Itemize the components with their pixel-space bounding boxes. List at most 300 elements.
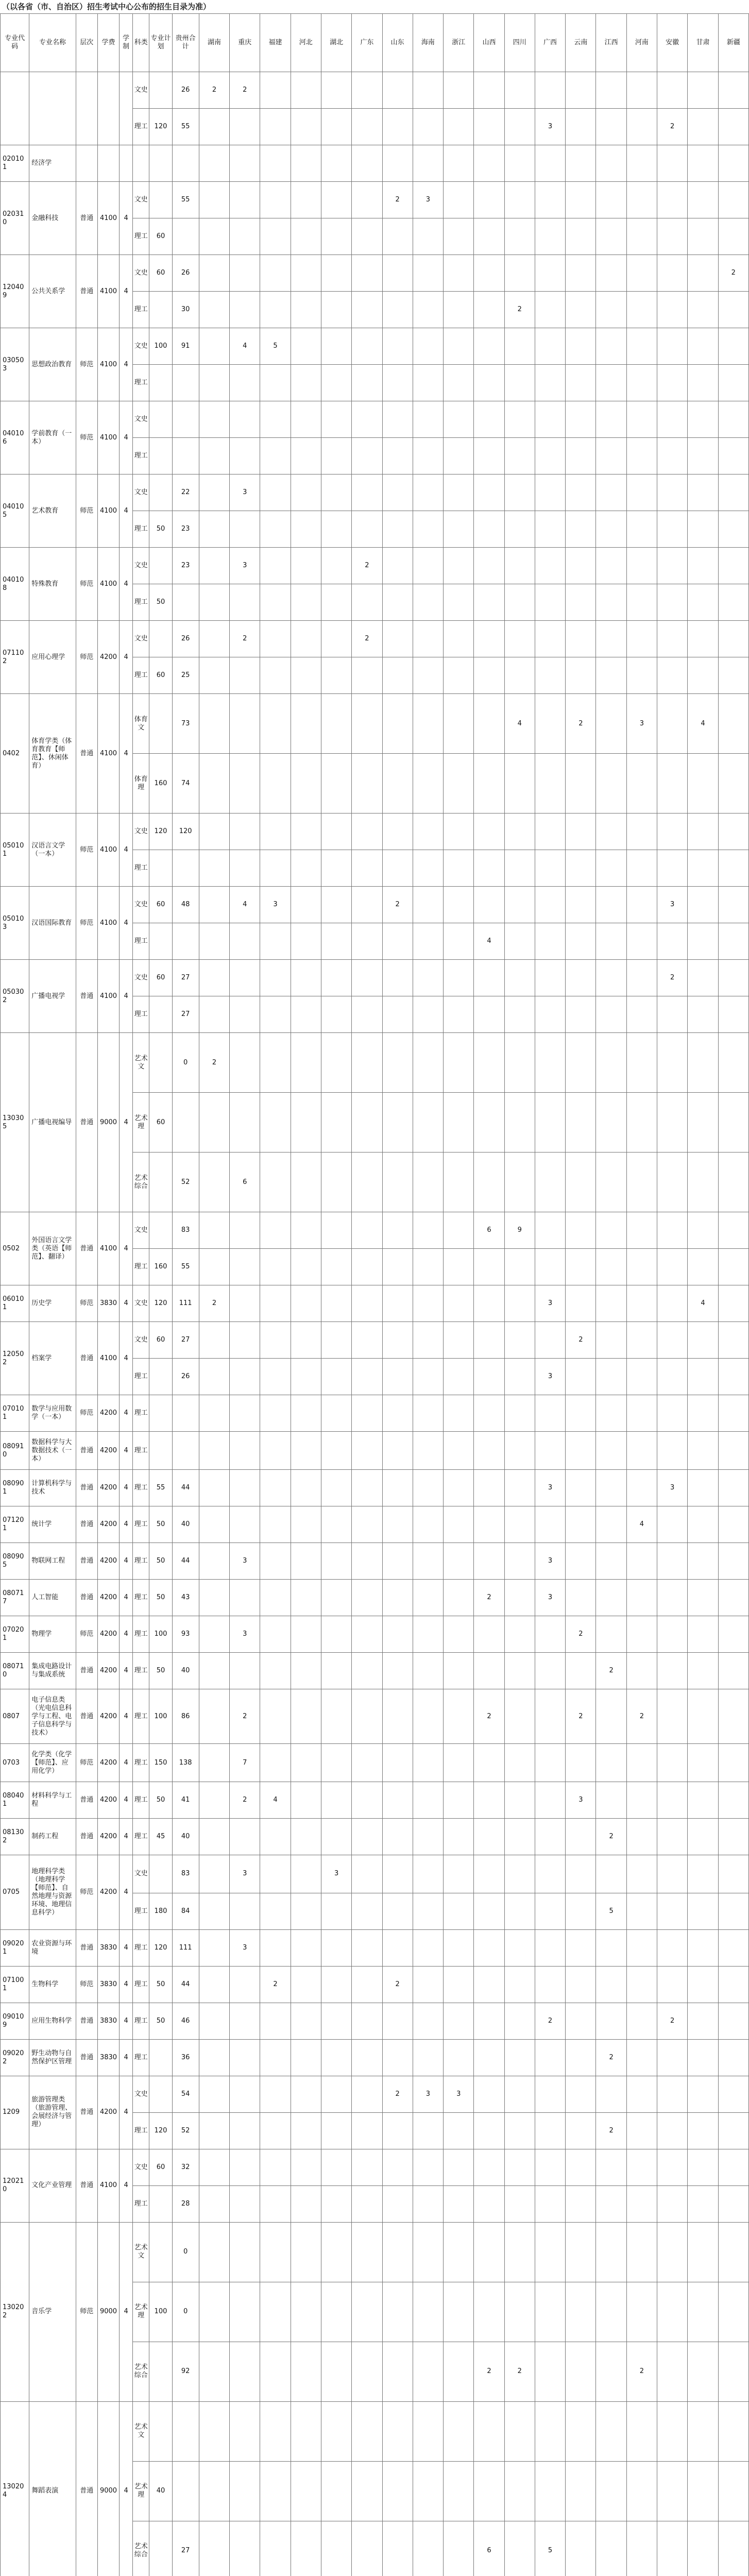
province-count <box>382 1819 413 1855</box>
province-count <box>657 548 688 584</box>
province-count <box>657 1929 688 1966</box>
province-count <box>688 2185 718 2222</box>
province-count <box>352 2112 382 2149</box>
province-count: 3 <box>444 2076 474 2112</box>
major-fee: 4200 <box>97 1819 119 1855</box>
major-level: 普通 <box>76 960 97 1033</box>
province-count <box>199 1744 229 1782</box>
province-count <box>291 1966 321 2003</box>
province-count <box>657 2461 688 2521</box>
province-count <box>718 754 748 814</box>
province-count <box>688 511 718 548</box>
province-count <box>535 548 565 584</box>
province-count <box>566 2185 596 2222</box>
province-count <box>566 1359 596 1395</box>
header-row <box>1 14 749 72</box>
province-count <box>321 923 351 960</box>
province-count <box>657 182 688 218</box>
province-count <box>291 754 321 814</box>
province-count <box>199 1359 229 1395</box>
category: 理工 <box>133 657 149 694</box>
province-count <box>413 1653 443 1689</box>
major-name: 统计学 <box>29 1506 76 1543</box>
major-fee: 3830 <box>97 1966 119 2003</box>
province-count <box>657 1432 688 1470</box>
province-count <box>291 2112 321 2149</box>
province-count <box>566 1855 596 1893</box>
province-count <box>596 218 626 255</box>
province-count <box>566 657 596 694</box>
header-province: 河北 <box>291 14 321 72</box>
province-count <box>504 887 535 923</box>
guizhou-count: 25 <box>172 657 199 694</box>
province-count <box>444 1929 474 1966</box>
province-count <box>382 2149 413 2185</box>
province-count <box>688 292 718 328</box>
province-count <box>260 850 291 887</box>
province-count <box>504 2282 535 2342</box>
province-count <box>230 2076 260 2112</box>
province-count <box>504 109 535 145</box>
province-count <box>291 657 321 694</box>
guizhou-count <box>172 401 199 438</box>
province-count <box>626 109 657 145</box>
province-count: 3 <box>230 1543 260 1580</box>
plan-count <box>149 182 172 218</box>
plan-count: 60 <box>149 1322 172 1359</box>
province-count <box>474 694 504 754</box>
province-count <box>718 1395 748 1432</box>
plan-count: 50 <box>149 1653 172 1689</box>
province-count <box>321 2461 351 2521</box>
province-count <box>657 584 688 621</box>
province-count <box>321 2112 351 2149</box>
empty-cell <box>626 145 657 182</box>
plan-count <box>149 1153 172 1212</box>
province-count <box>657 365 688 401</box>
province-count <box>444 548 474 584</box>
province-count <box>230 292 260 328</box>
province-count <box>260 2461 291 2521</box>
province-count <box>535 850 565 887</box>
province-count: 6 <box>474 2521 504 2576</box>
province-count <box>199 1395 229 1432</box>
province-count <box>474 2282 504 2342</box>
empty-cell <box>596 145 626 182</box>
province-count <box>474 1470 504 1506</box>
province-count <box>626 621 657 657</box>
province-count <box>260 584 291 621</box>
province-count <box>260 72 291 109</box>
major-level: 师范 <box>76 814 97 887</box>
province-count <box>230 2185 260 2222</box>
province-count <box>291 584 321 621</box>
table-row <box>1 1470 749 1506</box>
province-count <box>444 438 474 474</box>
province-count <box>382 694 413 754</box>
table-row <box>1 328 749 365</box>
province-count <box>657 1153 688 1212</box>
major-code: 050103 <box>1 887 29 960</box>
province-count: 4 <box>230 887 260 923</box>
major-years <box>120 72 133 145</box>
province-count <box>413 1249 443 1285</box>
province-count <box>260 1322 291 1359</box>
province-count: 4 <box>688 694 718 754</box>
category: 艺术理 <box>133 2461 149 2521</box>
province-count <box>260 365 291 401</box>
category: 艺术理 <box>133 2282 149 2342</box>
province-count <box>260 2185 291 2222</box>
province-count <box>291 2185 321 2222</box>
province-count <box>413 960 443 996</box>
major-level: 普通 <box>76 1543 97 1580</box>
province-count <box>535 1212 565 1249</box>
category: 理工 <box>133 438 149 474</box>
province-count <box>382 1093 413 1153</box>
province-count <box>596 1249 626 1285</box>
major-years: 4 <box>120 1395 133 1432</box>
major-years: 4 <box>120 548 133 621</box>
province-count <box>413 2185 443 2222</box>
province-count <box>657 255 688 292</box>
province-count <box>657 1616 688 1653</box>
province-count <box>352 1893 382 1929</box>
province-count <box>413 1929 443 1966</box>
province-count <box>504 1322 535 1359</box>
province-count <box>566 1543 596 1580</box>
header-province: 江西 <box>596 14 626 72</box>
major-code: 0705 <box>1 1855 29 1930</box>
province-count <box>566 1432 596 1470</box>
province-count <box>626 1322 657 1359</box>
province-count <box>504 1543 535 1580</box>
plan-count: 60 <box>149 1093 172 1153</box>
plan-count <box>149 694 172 754</box>
province-count <box>596 1855 626 1893</box>
province-count <box>382 1432 413 1470</box>
province-count <box>444 2003 474 2039</box>
province-count <box>474 72 504 109</box>
province-count <box>230 1506 260 1543</box>
province-count <box>352 72 382 109</box>
major-level: 师范 <box>76 1744 97 1782</box>
empty-cell <box>321 145 351 182</box>
province-count <box>291 960 321 996</box>
province-count <box>688 438 718 474</box>
major-fee: 4100 <box>97 182 119 255</box>
province-count <box>657 401 688 438</box>
province-count <box>718 72 748 109</box>
province-count <box>291 2003 321 2039</box>
major-level: 师范 <box>76 401 97 474</box>
province-count <box>718 960 748 996</box>
province-count <box>504 1359 535 1395</box>
province-count <box>535 923 565 960</box>
province-count <box>352 2521 382 2576</box>
province-count: 2 <box>718 255 748 292</box>
major-level: 普通 <box>76 1689 97 1744</box>
major-code: 070101 <box>1 1395 29 1432</box>
province-count <box>535 2112 565 2149</box>
province-count <box>413 218 443 255</box>
province-count <box>718 923 748 960</box>
province-count <box>474 960 504 996</box>
province-count <box>504 1893 535 1929</box>
province-count <box>413 996 443 1033</box>
province-count <box>321 2521 351 2576</box>
province-count <box>230 2222 260 2282</box>
province-count <box>718 328 748 365</box>
province-count <box>260 2076 291 2112</box>
province-count <box>535 2222 565 2282</box>
province-count <box>657 1744 688 1782</box>
province-count <box>260 511 291 548</box>
province-count <box>321 694 351 754</box>
province-count <box>504 474 535 511</box>
province-count <box>626 2185 657 2222</box>
major-level: 普通 <box>76 2039 97 2076</box>
province-count <box>199 1893 229 1929</box>
province-count <box>291 1689 321 1744</box>
table-row <box>1 548 749 584</box>
province-count <box>626 1966 657 2003</box>
table-body <box>1 72 749 2576</box>
plan-count <box>149 401 172 438</box>
major-code: 071102 <box>1 621 29 694</box>
province-count <box>474 438 504 474</box>
province-count <box>657 1819 688 1855</box>
province-count <box>688 1966 718 2003</box>
major-code: 120210 <box>1 2149 29 2222</box>
category: 理工 <box>133 584 149 621</box>
province-count <box>444 2461 474 2521</box>
empty-cell <box>718 145 748 182</box>
province-count <box>413 1359 443 1395</box>
header-province: 海南 <box>413 14 443 72</box>
province-count <box>566 1506 596 1543</box>
province-count: 2 <box>352 548 382 584</box>
major-code: 080901 <box>1 1470 29 1506</box>
empty-cell <box>230 145 260 182</box>
province-count <box>260 1033 291 1093</box>
province-count <box>566 2112 596 2149</box>
major-code: 080905 <box>1 1543 29 1580</box>
province-count: 4 <box>474 923 504 960</box>
province-count <box>688 1359 718 1395</box>
major-code: 080401 <box>1 1782 29 1819</box>
guizhou-count <box>172 2461 199 2521</box>
province-count <box>596 182 626 218</box>
province-count <box>352 1285 382 1322</box>
province-count <box>596 2222 626 2282</box>
guizhou-count: 27 <box>172 2521 199 2576</box>
major-name: 集成电路设计与集成系统 <box>29 1653 76 1689</box>
major-code: 130305 <box>1 1033 29 1212</box>
province-count <box>626 584 657 621</box>
province-count <box>718 1782 748 1819</box>
province-count <box>474 2112 504 2149</box>
province-count <box>688 2282 718 2342</box>
province-count <box>688 1470 718 1506</box>
province-count: 2 <box>230 72 260 109</box>
province-count <box>352 511 382 548</box>
province-count <box>444 887 474 923</box>
province-count <box>566 1285 596 1322</box>
province-count <box>199 182 229 218</box>
province-count <box>474 1395 504 1432</box>
province-count <box>535 2461 565 2521</box>
province-count: 2 <box>382 182 413 218</box>
province-count <box>504 2185 535 2222</box>
province-count <box>352 1153 382 1212</box>
province-count <box>566 401 596 438</box>
province-count <box>413 621 443 657</box>
province-count <box>566 255 596 292</box>
province-count <box>413 694 443 754</box>
province-count <box>352 2003 382 2039</box>
province-count <box>199 850 229 887</box>
province-count <box>260 1249 291 1285</box>
header-years: 学制 <box>120 14 133 72</box>
province-count <box>260 694 291 754</box>
province-count <box>504 2003 535 2039</box>
province-count <box>382 1580 413 1616</box>
province-count <box>535 2282 565 2342</box>
major-fee: 9000 <box>97 1033 119 1212</box>
province-count <box>321 1653 351 1689</box>
province-count <box>413 1744 443 1782</box>
province-count <box>474 850 504 887</box>
plan-count <box>149 923 172 960</box>
province-count <box>291 1153 321 1212</box>
province-count <box>504 182 535 218</box>
province-count <box>626 438 657 474</box>
province-count <box>382 2282 413 2342</box>
province-count <box>535 1893 565 1929</box>
province-count <box>260 474 291 511</box>
province-count <box>596 1966 626 2003</box>
province-count <box>291 1819 321 1855</box>
province-count <box>382 1893 413 1929</box>
province-count <box>626 1580 657 1616</box>
major-fee: 4100 <box>97 887 119 960</box>
plan-count: 55 <box>149 1470 172 1506</box>
province-count <box>230 2112 260 2149</box>
province-count <box>444 1543 474 1580</box>
province-count <box>474 1744 504 1782</box>
guizhou-count: 0 <box>172 2222 199 2282</box>
plan-count <box>149 850 172 887</box>
province-count <box>688 1689 718 1744</box>
province-count <box>260 1616 291 1653</box>
province-count <box>657 1689 688 1744</box>
province-count <box>474 814 504 850</box>
province-count <box>230 1432 260 1470</box>
province-count <box>444 621 474 657</box>
province-count <box>626 1893 657 1929</box>
category: 理工 <box>133 1653 149 1689</box>
province-count <box>199 621 229 657</box>
province-count: 2 <box>230 1689 260 1744</box>
province-count <box>444 1855 474 1893</box>
province-count: 2 <box>382 1966 413 2003</box>
province-count <box>413 2461 443 2521</box>
category: 艺术文 <box>133 1033 149 1093</box>
plan-count <box>149 365 172 401</box>
major-name: 应用心理学 <box>29 621 76 694</box>
province-count: 3 <box>535 109 565 145</box>
province-count <box>504 401 535 438</box>
plan-count: 100 <box>149 1616 172 1653</box>
province-count <box>321 548 351 584</box>
guizhou-count: 93 <box>172 1616 199 1653</box>
category: 理工 <box>133 1543 149 1580</box>
province-count <box>291 1506 321 1543</box>
major-years: 4 <box>120 474 133 548</box>
major-code: 081302 <box>1 1819 29 1855</box>
province-count <box>504 2461 535 2521</box>
province-count <box>718 1893 748 1929</box>
province-count <box>504 548 535 584</box>
province-count <box>596 960 626 996</box>
province-count: 4 <box>688 1285 718 1322</box>
province-count <box>504 2521 535 2576</box>
province-count <box>596 887 626 923</box>
guizhou-count: 91 <box>172 328 199 365</box>
province-count <box>504 1432 535 1470</box>
category: 文史 <box>133 814 149 850</box>
province-count <box>596 2461 626 2521</box>
province-count <box>352 365 382 401</box>
province-count <box>566 2003 596 2039</box>
major-name: 汉语国际教育 <box>29 887 76 960</box>
province-count <box>352 2039 382 2076</box>
province-count <box>718 1153 748 1212</box>
province-count <box>321 960 351 996</box>
province-count <box>535 1616 565 1653</box>
province-count <box>535 438 565 474</box>
major-code: 020310 <box>1 182 29 255</box>
province-count <box>352 1212 382 1249</box>
province-count <box>199 401 229 438</box>
major-name: 制药工程 <box>29 1819 76 1855</box>
guizhou-count: 36 <box>172 2039 199 2076</box>
province-count <box>535 474 565 511</box>
province-count <box>382 72 413 109</box>
province-count <box>566 548 596 584</box>
province-count <box>444 1819 474 1855</box>
province-count <box>566 1249 596 1285</box>
major-level: 师范 <box>76 621 97 694</box>
province-count <box>260 754 291 814</box>
province-count <box>688 1819 718 1855</box>
table-row <box>1 2401 749 2461</box>
province-count <box>504 255 535 292</box>
province-count <box>321 2342 351 2401</box>
province-count <box>596 1153 626 1212</box>
major-name: 地理科学类（地理科学【师范】、自然地理与资源环境、地理信息科学） <box>29 1855 76 1930</box>
province-count <box>444 1359 474 1395</box>
major-years: 4 <box>120 960 133 1033</box>
province-count <box>260 657 291 694</box>
province-count <box>566 960 596 996</box>
province-count <box>382 2185 413 2222</box>
province-count <box>413 292 443 328</box>
province-count <box>291 1929 321 1966</box>
category: 文史 <box>133 887 149 923</box>
major-fee: 3830 <box>97 2003 119 2039</box>
